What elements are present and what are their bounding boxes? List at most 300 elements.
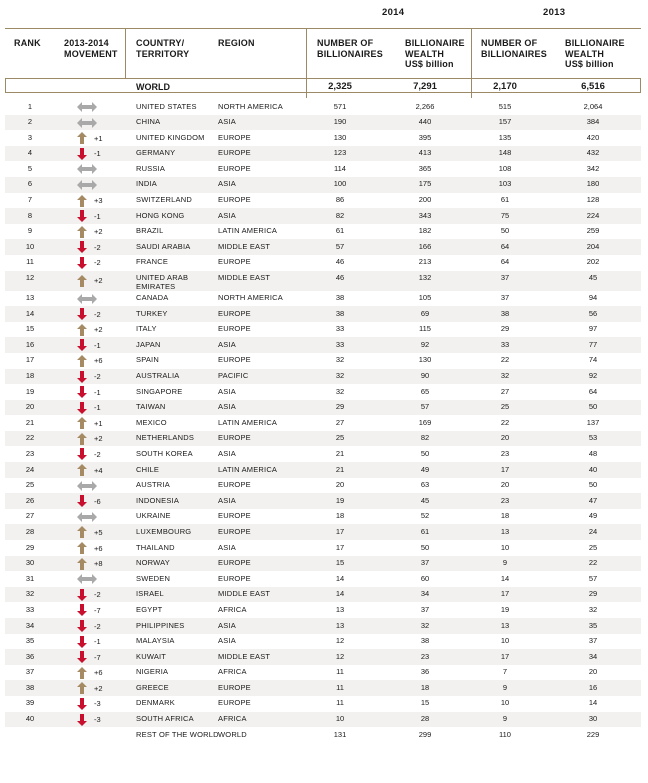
num-billionaires-2014-cell: 21: [335, 448, 345, 458]
wealth-2013-cell: 202: [586, 257, 600, 267]
no-change-arrow-icon: [77, 511, 97, 523]
arrow-shape: [77, 433, 87, 445]
movement-value: -1: [94, 149, 101, 159]
country-cell: SAUDI ARABIA: [136, 241, 191, 251]
num-billionaires-2014-cell: 61: [335, 226, 345, 236]
num-billionaires-2013-cell: 17: [500, 651, 510, 661]
table-row: [5, 291, 641, 307]
table-row: [5, 306, 641, 322]
num-billionaires-2014-cell: 131: [333, 729, 347, 739]
arrow-shape: [77, 294, 97, 304]
num-billionaires-2013-header: NUMBER OF BILLIONAIRES: [481, 38, 547, 59]
region-cell: ASIA: [218, 495, 236, 505]
num-billionaires-2014-cell: 11: [336, 698, 344, 708]
wealth-2014-cell: 36: [420, 667, 430, 677]
num-billionaires-2014-cell: 19: [335, 495, 345, 505]
wealth-2013-cell: 432: [586, 148, 600, 158]
wealth-2013-cell: 384: [586, 117, 600, 127]
num-billionaires-2014-cell: 15: [335, 558, 345, 568]
arrow-shape: [77, 102, 97, 112]
table-row: [5, 384, 641, 400]
num-billionaires-2013-cell: 110: [499, 729, 511, 739]
rank-cell: 33: [25, 604, 35, 614]
movement-value: +2: [94, 683, 103, 693]
num-billionaires-2013-cell: 33: [500, 339, 510, 349]
wealth-2014-cell: 175: [418, 179, 432, 189]
num-billionaires-2013-cell: 37: [500, 273, 510, 283]
rank-cell: 32: [25, 589, 35, 599]
region-cell: EUROPE: [218, 163, 251, 173]
no-change-arrow-icon: [77, 293, 97, 305]
region-cell: EUROPE: [218, 355, 251, 365]
wealth-2014-cell: 90: [420, 371, 430, 380]
region-cell: ASIA: [218, 620, 236, 630]
wealth-2014-cell: 60: [420, 573, 430, 583]
rank-cell: 13: [25, 293, 35, 303]
region-cell: ASIA: [218, 179, 236, 189]
table-row: [5, 337, 641, 353]
num-billionaires-2014-cell: 123: [333, 148, 347, 158]
wealth-2013-cell: 57: [588, 573, 598, 583]
wealth-2013-cell: 77: [588, 339, 598, 349]
table-row: [5, 415, 641, 431]
region-cell: ASIA: [218, 448, 236, 458]
table-row: [5, 130, 641, 146]
num-billionaires-2014-cell: 10: [335, 714, 345, 724]
country-cell: DENMARK: [136, 698, 175, 708]
wealth-2013-cell: 50: [588, 480, 598, 490]
country-cell: NETHERLANDS: [136, 433, 195, 443]
wealth-2013-cell: 22: [588, 558, 598, 568]
table-row: [5, 400, 641, 416]
wealth-2013-cell: 14: [588, 698, 598, 708]
region-cell: EUROPE: [218, 257, 251, 267]
arrow-shape: [77, 371, 87, 383]
arrow-shape: [77, 148, 87, 160]
country-cell: SOUTH KOREA: [136, 448, 193, 458]
wealth-2013-cell: 259: [586, 226, 600, 236]
no-change-arrow-icon: [77, 101, 97, 113]
num-billionaires-2014-cell: 100: [333, 179, 347, 189]
top-rule: [5, 28, 641, 29]
wealth-2014-cell: 130: [418, 355, 432, 365]
country-cell: UNITED STATES: [136, 101, 197, 111]
wealth-2013-cell: 342: [586, 163, 600, 173]
wealth-2014-cell: 65: [420, 386, 430, 396]
country-cell: JAPAN: [136, 339, 161, 349]
region-cell: ASIA: [218, 210, 236, 220]
table-row: [5, 193, 641, 209]
country-cell: SWITZERLAND: [136, 195, 192, 205]
wealth-2014-cell: 37: [420, 604, 430, 614]
wealth-2014-cell: 32: [420, 620, 430, 630]
region-cell: AFRICA: [218, 667, 247, 677]
arrow-shape: [77, 308, 87, 320]
movement-value: +2: [94, 227, 103, 237]
region-cell: EUROPE: [218, 480, 251, 490]
wealth-2014-cell: 52: [420, 511, 430, 521]
num-billionaires-2014-cell: 33: [335, 324, 345, 334]
wealth-2013-cell: 34: [588, 651, 598, 661]
num-billionaires-2013-cell: 23: [500, 448, 510, 458]
wealth-2014-cell: 365: [418, 163, 432, 173]
rank-cell: 1: [27, 101, 33, 111]
table-row: [5, 556, 641, 572]
num-billionaires-2014-cell: 32: [335, 355, 345, 365]
country-cell: GREECE: [136, 682, 169, 692]
num-billionaires-2014-cell: 571: [333, 101, 347, 111]
wealth-2014-cell: 182: [418, 226, 432, 236]
wealth-2013-cell: 420: [586, 132, 600, 142]
table-row: [5, 369, 641, 385]
region-cell: LATIN AMERICA: [218, 417, 278, 427]
num-billionaires-2013-cell: 20: [500, 433, 510, 443]
country-cell: KUWAIT: [136, 651, 167, 661]
num-billionaires-2014-cell: 11: [336, 667, 344, 677]
wealth-2014-cell: 45: [420, 495, 430, 505]
wealth-2013-cell: 37: [588, 636, 598, 646]
movement-value: -2: [94, 242, 101, 252]
arrow-shape: [77, 275, 87, 287]
table-row: [5, 727, 641, 751]
rank-cell: 20: [25, 402, 35, 412]
arrow-shape: [77, 464, 87, 476]
arrow-shape: [77, 257, 87, 269]
year-2014-heading: 2014: [382, 7, 405, 18]
num-billionaires-2013-cell: 50: [500, 226, 510, 236]
arrow-shape: [77, 226, 87, 238]
rank-cell: 27: [25, 511, 35, 521]
region-cell: MIDDLE EAST: [218, 241, 271, 251]
world-num-2013: 2,170: [493, 81, 517, 92]
num-billionaires-2013-cell: 61: [500, 195, 510, 205]
table-row: [5, 177, 641, 193]
country-cell: BRAZIL: [136, 226, 164, 236]
rank-cell: 17: [25, 355, 35, 365]
rank-cell: 21: [25, 417, 35, 427]
num-billionaires-2014-cell: 86: [335, 195, 345, 205]
wealth-2014-cell: 37: [420, 558, 430, 568]
num-billionaires-2013-cell: 19: [500, 604, 510, 614]
region-header: REGION: [218, 38, 255, 48]
num-billionaires-2014-cell: 14: [335, 589, 345, 599]
country-cell: RUSSIA: [136, 163, 166, 173]
country-cell: TURKEY: [136, 308, 168, 318]
num-billionaires-2013-cell: 17: [500, 589, 510, 599]
no-change-arrow-icon: [77, 179, 97, 191]
region-cell: NORTH AMERICA: [218, 293, 283, 303]
arrow-shape: [77, 195, 87, 207]
world-label: WORLD: [136, 82, 170, 92]
wealth-2013-cell: 16: [588, 682, 598, 692]
region-cell: WORLD: [218, 729, 247, 739]
arrow-shape: [77, 402, 87, 414]
wealth-2013-cell: 47: [588, 495, 598, 505]
region-cell: NORTH AMERICA: [218, 101, 283, 111]
num-billionaires-2013-cell: 135: [498, 132, 512, 142]
rank-cell: 8: [27, 210, 33, 220]
movement-value: -1: [94, 211, 101, 221]
arrow-shape: [77, 512, 97, 522]
num-billionaires-2013-cell: 38: [500, 308, 510, 318]
num-billionaires-2013-cell: 32: [500, 371, 510, 380]
rank-cell: 4: [27, 148, 33, 158]
movement-value: -2: [94, 449, 101, 459]
country-cell: EGYPT: [136, 604, 163, 614]
num-billionaires-2014-cell: 13: [335, 620, 345, 630]
num-billionaires-2014-cell: 38: [335, 293, 345, 303]
country-cell: PHILIPPINES: [136, 620, 185, 630]
region-cell: EUROPE: [218, 148, 251, 158]
wealth-2013-cell: 94: [588, 293, 598, 303]
num-billionaires-2014-cell: 46: [335, 273, 345, 283]
country-cell: HONG KONG: [136, 210, 185, 220]
movement-value: -2: [94, 590, 101, 600]
num-billionaires-2013-cell: 14: [500, 573, 510, 583]
region-cell: EUROPE: [218, 308, 251, 318]
wealth-2013-cell: 229: [586, 729, 600, 739]
num-billionaires-2014-cell: 12: [335, 636, 345, 646]
movement-value: +8: [94, 559, 103, 569]
wealth-2013-cell: 92: [588, 371, 598, 380]
arrow-shape: [77, 682, 87, 694]
no-change-arrow-icon: [77, 480, 97, 492]
no-change-arrow-icon: [77, 573, 97, 585]
country-cell: GERMANY: [136, 148, 176, 158]
wealth-2013-cell: 180: [586, 179, 600, 189]
table-row: [5, 255, 641, 271]
table-row: [5, 524, 641, 540]
rank-cell: 5: [27, 163, 33, 173]
country-cell: THAILAND: [136, 542, 175, 552]
no-change-arrow-icon: [77, 163, 97, 175]
world-num-2014: 2,325: [328, 81, 352, 92]
wealth-2013-cell: 128: [586, 195, 600, 205]
wealth-2013-cell: 2,064: [583, 101, 603, 111]
world-wealth-2014: 7,291: [413, 81, 437, 92]
num-billionaires-2013-cell: 17: [500, 464, 510, 474]
country-cell: REST OF THE WORLD: [136, 729, 219, 739]
country-cell: SOUTH AFRICA: [136, 714, 194, 724]
num-billionaires-2013-cell: 13: [500, 526, 510, 536]
wealth-2013-cell: 29: [588, 589, 598, 599]
num-billionaires-2014-cell: 130: [333, 132, 347, 142]
rank-cell: 12: [25, 273, 35, 283]
rank-cell: 14: [25, 308, 35, 318]
wealth-2013-cell: 25: [588, 542, 598, 552]
arrow-shape: [77, 241, 87, 253]
region-cell: EUROPE: [218, 698, 251, 708]
movement-value: -1: [94, 637, 101, 647]
arrow-shape: [77, 698, 87, 710]
arrow-shape: [77, 164, 97, 174]
wealth-2014-cell: 38: [420, 636, 430, 646]
wealth-2013-cell: 48: [588, 448, 598, 458]
rank-cell: 2: [27, 117, 33, 127]
num-billionaires-2014-cell: 27: [335, 417, 345, 427]
wealth-2013-cell: 64: [588, 386, 598, 396]
country-cell: TAIWAN: [136, 402, 166, 412]
num-billionaires-2013-cell: 64: [500, 257, 510, 267]
region-cell: ASIA: [218, 386, 236, 396]
arrow-shape: [77, 210, 87, 222]
num-billionaires-2014-cell: 13: [335, 604, 345, 614]
table-row: [5, 271, 641, 291]
wealth-2013-cell: 224: [586, 210, 600, 220]
num-billionaires-2014-cell: 11: [336, 682, 344, 692]
num-billionaires-2013-cell: 22: [500, 355, 510, 365]
table-row: [5, 493, 641, 509]
wealth-2013-cell: 24: [588, 526, 598, 536]
num-billionaires-2013-cell: 29: [500, 324, 510, 334]
movement-value: +1: [94, 133, 103, 143]
region-cell: EUROPE: [218, 682, 251, 692]
region-cell: EUROPE: [218, 132, 251, 142]
region-cell: EUROPE: [218, 433, 251, 443]
rank-cell: 22: [25, 433, 35, 443]
wealth-2014-cell: 15: [420, 698, 430, 708]
movement-value: +6: [94, 543, 103, 553]
table-row: [5, 322, 641, 338]
table-row: [5, 462, 641, 478]
wealth-2013-cell: 50: [588, 402, 598, 412]
movement-value: +6: [94, 668, 103, 678]
rank-cell: 29: [25, 542, 35, 552]
country-cell: NIGERIA: [136, 667, 169, 677]
num-billionaires-2013-cell: 103: [498, 179, 512, 189]
num-billionaires-2013-cell: 37: [500, 293, 510, 303]
movement-value: -3: [94, 699, 101, 709]
table-row: [5, 431, 641, 447]
arrow-shape: [77, 651, 87, 663]
wealth-2014-header: BILLIONAIRE WEALTH US$ billion: [405, 38, 465, 69]
table-row: [5, 540, 641, 556]
arrow-shape: [77, 355, 87, 367]
rank-cell: 9: [27, 226, 33, 236]
rank-cell: 35: [25, 636, 35, 646]
num-billionaires-2014-cell: 38: [335, 308, 345, 318]
movement-value: -7: [94, 605, 101, 615]
wealth-2014-cell: 50: [420, 448, 430, 458]
table-row: [5, 587, 641, 603]
rank-cell: 28: [25, 526, 35, 536]
wealth-2013-cell: 32: [588, 604, 598, 614]
rank-cell: 19: [25, 386, 35, 396]
region-cell: ASIA: [218, 636, 236, 646]
country-cell: SINGAPORE: [136, 386, 183, 396]
rank-cell: 40: [25, 714, 35, 724]
wealth-2014-cell: 132: [418, 273, 432, 283]
movement-value: -2: [94, 309, 101, 319]
num-billionaires-2013-cell: 9: [502, 682, 508, 692]
region-cell: MIDDLE EAST: [218, 651, 271, 661]
wealth-2014-cell: 2,266: [415, 101, 435, 111]
movement-value: -3: [94, 715, 101, 725]
wealth-2014-cell: 61: [420, 526, 430, 536]
arrow-shape: [77, 417, 87, 429]
table-row: [5, 446, 641, 462]
world-wealth-2013: 6,516: [581, 81, 605, 92]
movement-value: -1: [94, 340, 101, 350]
country-cell: AUSTRALIA: [136, 371, 180, 380]
movement-value: +3: [94, 196, 103, 206]
rank-cell: 16: [25, 339, 35, 349]
country-cell: UNITED ARAB EMIRATES: [136, 273, 189, 291]
wealth-2014-cell: 105: [418, 293, 432, 303]
rank-cell: 7: [27, 195, 33, 205]
num-billionaires-2013-cell: 13: [500, 620, 510, 630]
num-billionaires-2014-cell: 12: [335, 651, 345, 661]
table-row: [5, 712, 641, 728]
rank-cell: 38: [25, 682, 35, 692]
rank-cell: 36: [25, 651, 35, 661]
table-row: [5, 602, 641, 618]
country-header: COUNTRY/ TERRITORY: [136, 38, 190, 59]
wealth-2014-cell: 213: [418, 257, 432, 267]
wealth-2014-cell: 57: [420, 402, 430, 412]
wealth-2013-cell: 56: [588, 308, 598, 318]
wealth-2014-cell: 50: [420, 542, 430, 552]
rank-cell: 34: [25, 620, 35, 630]
table-row: [5, 115, 641, 131]
region-cell: EUROPE: [218, 526, 251, 536]
num-billionaires-2014-cell: 33: [335, 339, 345, 349]
table-row: [5, 634, 641, 650]
rank-cell: 10: [25, 241, 35, 251]
wealth-2014-cell: 413: [418, 148, 432, 158]
region-cell: MIDDLE EAST: [218, 589, 271, 599]
wealth-2014-cell: 299: [418, 729, 432, 739]
table-row: [5, 649, 641, 665]
country-cell: UKRAINE: [136, 511, 171, 521]
num-billionaires-2013-cell: 148: [498, 148, 512, 158]
table-row: [5, 696, 641, 712]
num-billionaires-2013-cell: 9: [502, 714, 508, 724]
arrow-shape: [77, 636, 87, 648]
num-billionaires-2014-cell: 29: [335, 402, 345, 412]
country-cell: UNITED KINGDOM: [136, 132, 205, 142]
arrow-shape: [77, 481, 97, 491]
wealth-2013-cell: 74: [588, 355, 598, 365]
wealth-2013-cell: 45: [588, 273, 598, 283]
rank-cell: 18: [25, 371, 35, 380]
arrow-shape: [77, 526, 87, 538]
wealth-2014-cell: 166: [418, 241, 432, 251]
region-cell: MIDDLE EAST: [218, 273, 271, 283]
rank-cell: 6: [27, 179, 33, 189]
country-cell: SPAIN: [136, 355, 159, 365]
arrow-shape: [77, 339, 87, 351]
movement-value: -7: [94, 652, 101, 662]
wealth-2014-cell: 440: [418, 117, 432, 127]
country-cell: LUXEMBOURG: [136, 526, 192, 536]
year-2013-heading: 2013: [543, 7, 566, 18]
num-billionaires-2013-cell: 22: [500, 417, 510, 427]
rank-cell: 31: [25, 573, 35, 583]
wealth-2014-cell: 34: [420, 589, 430, 599]
wealth-2014-cell: 18: [420, 682, 430, 692]
rank-cell: 37: [25, 667, 35, 677]
arrow-shape: [77, 324, 87, 336]
rank-header: RANK: [14, 38, 41, 48]
wealth-2013-cell: 40: [588, 464, 598, 474]
rank-cell: 3: [27, 132, 33, 142]
wealth-2013-cell: 53: [588, 433, 598, 443]
num-billionaires-2013-cell: 7: [502, 667, 508, 677]
table-row: [5, 680, 641, 696]
num-billionaires-2013-cell: 10: [500, 636, 510, 646]
wealth-2014-cell: 49: [420, 464, 430, 474]
